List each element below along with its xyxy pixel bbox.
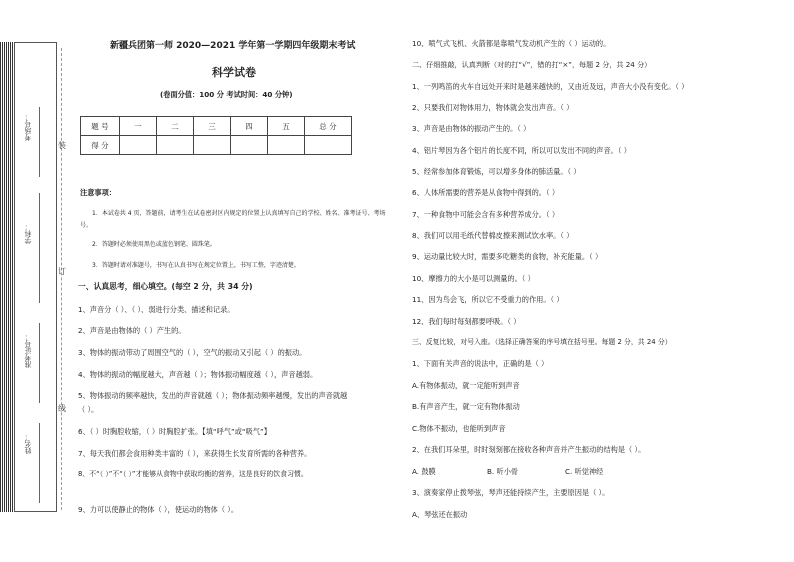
binding-line [39,323,40,403]
exam-meta: (卷面分值：100 分 考试时间：40 分钟) [160,90,293,99]
score-header-cell: 四 [231,117,268,136]
binding-line [39,193,40,303]
s3-question: 2、在我们耳朵里，时时刻刻都在接收各种声音并产生振动的结构是（ ）。 [412,445,646,454]
s3-option: C. 听觉神经 [565,467,604,476]
s2-judgment: 8、我们可以用毛纸代替棉皮擦来测试饮水率。（ ） [412,231,574,240]
section1-title: 一、认真思考，细心填空。(每空 2 分，共 34 分) [78,282,253,291]
binding-line [39,107,40,177]
side-char-zhuang: 装 [58,141,66,150]
s1-question: 9、力可以使静止的物体（ ），使运动的物体（ ）。 [78,505,239,514]
s3-option: A.有物体振动，就一定能听到声音 [412,381,520,390]
section2-title: 二、仔细推敲，认真判断（对的打“√”，错的打“×”，每题 2 分，共 24 分） [412,60,652,69]
binding-hatch [0,42,13,512]
s1-question: 1、声音分（ ）、（ ）、弱进行分类、描述和记录。 [78,305,235,314]
score-cell[interactable] [194,136,231,155]
s1-question-10: 10、喷气式飞机、火箭都是靠喷气发动机产生的（ ）运动的。 [412,39,611,48]
binding-label-subject: 学科： [24,223,32,244]
s2-judgment: 10、摩擦力的大小是可以测量的。（ ） [412,274,535,283]
s2-judgment: 3、声音是由物体的振动产生的。（ ） [412,124,531,133]
s3-option: B. 听小骨 [487,467,519,476]
subject-title: 科学试卷 [212,66,256,79]
s3-option: A. 鼓膜 [412,467,436,476]
score-header-cell: 二 [157,117,194,136]
score-cell[interactable] [120,136,157,155]
score-cell[interactable] [157,136,194,155]
binding-label-ticket: 准考证号： [24,333,32,368]
side-char-ding: 订 [58,267,66,276]
score-header-cell: 总 分 [305,117,352,136]
s2-judgment: 1、一列鸣笛的火车自远处开来时是越来越快的，又由近及远，声音大小没有变化。（ ） [412,82,689,91]
binding-strip [14,42,57,512]
s2-judgment: 4、铝片琴因为各个铝片的长度不同，所以可以发出不同的声音。（ ） [412,146,631,155]
s1-question: 4、物体的振动的幅度越大，声音越（ ）；物体振动幅度越（ ），声音越弱。 [78,370,318,379]
s1-question: 6、（ ）时胸腔收缩，（ ）时胸腔扩张。【填“呼气”或“吸气”】 [78,427,271,436]
binding-line [39,423,40,503]
s1-question: 3、物体的振动带动了周围空气的（ ），空气的振动又引起（ ）的振动。 [78,348,307,357]
s3-option: C.物体不振动，也能听到声音 [412,424,506,433]
s1-question: 8、不“（ ）”不“（ ）”才能够从食物中获取均衡的营养，这是良好的饮食习惯。 [78,470,308,478]
s2-judgment: 9、运动量比较大时，需要多吃糖类的食物，补充能量。（ ） [412,252,603,261]
score-cell[interactable] [231,136,268,155]
binding-label-name: 姓名： [24,433,32,454]
score-cell[interactable] [305,136,352,155]
notes-item-3: 3．答题时请对准题号，书写在认真书写在规定位置上，书写工整，字迹清楚。 [92,262,300,269]
s2-judgment: 11、因为鸟会飞，所以它不受重力的作用。（ ） [412,295,564,304]
fold-line [61,48,63,510]
section3-title: 三、反复比较，对号入座。（选择正确答案的序号填在括号里。每题 2 分，共 24 分） [412,338,672,346]
s2-judgment: 7、一种食物中可能会含有多种营养成分。（ ） [412,210,560,219]
side-char-xian: 线 [58,404,66,413]
score-header-cell: 五 [268,117,305,136]
score-table [80,116,352,155]
s2-judgment: 6、人体所需要的营养是从食物中得到的。（ ） [412,188,560,197]
s3-question: 1、下面有关声音的说法中，正确的是（ ） [412,359,549,368]
notes-item-2: 2．答题时必须使用黑色或蓝色钢笔、圆珠笔。 [92,241,216,248]
score-header-cell: 题 号 [81,117,120,136]
s3-option: A、琴弦还在振动 [412,510,468,519]
s2-judgment: 12、我们每时每刻都要呼吸。（ ） [412,317,521,326]
notes-item-1: 1．本试卷共 4 页，答题前，请考生在试卷密封区内规定的位置上认真填写自己的学校、姓名、准考证号、考场号。 [80,210,386,229]
score-cell[interactable] [268,136,305,155]
s2-judgment: 2、只要我们对物体用力，物体就会发出声音。（ ） [412,103,574,112]
exam-title: 新疆兵团第一师 2020—2021 学年第一学期四年级期末考试 [110,41,356,51]
notes-title: 注意事项： [80,188,116,197]
s3-option: B.有声音产生，就一定有物体振动 [412,402,520,411]
s1-question: 2、声音是由物体的（ ）产生的。 [78,326,186,335]
s2-judgment: 5、经常参加体育锻炼，可以增多身体的肺活量。（ ） [412,167,581,176]
s1-question: 5、物体振动的频率越快，发出的声音就越（ ）；物体振动频率越慢，发出的声音就越 [78,391,348,400]
s1-question-cont: （ ）。 [78,405,99,414]
score-row-label: 得 分 [81,136,120,155]
score-header-cell: 一 [120,117,157,136]
s1-question: 7、每天我们都会食用种类丰富的（ ），来获得生长发育所需的各种营养。 [78,449,312,458]
score-header-cell: 三 [194,117,231,136]
binding-label-exam-room: 考场号： [24,113,32,141]
s3-question: 3、演奏家停止拨琴弦，琴声还能持续产生，主要原因是（ ）。 [412,488,610,497]
